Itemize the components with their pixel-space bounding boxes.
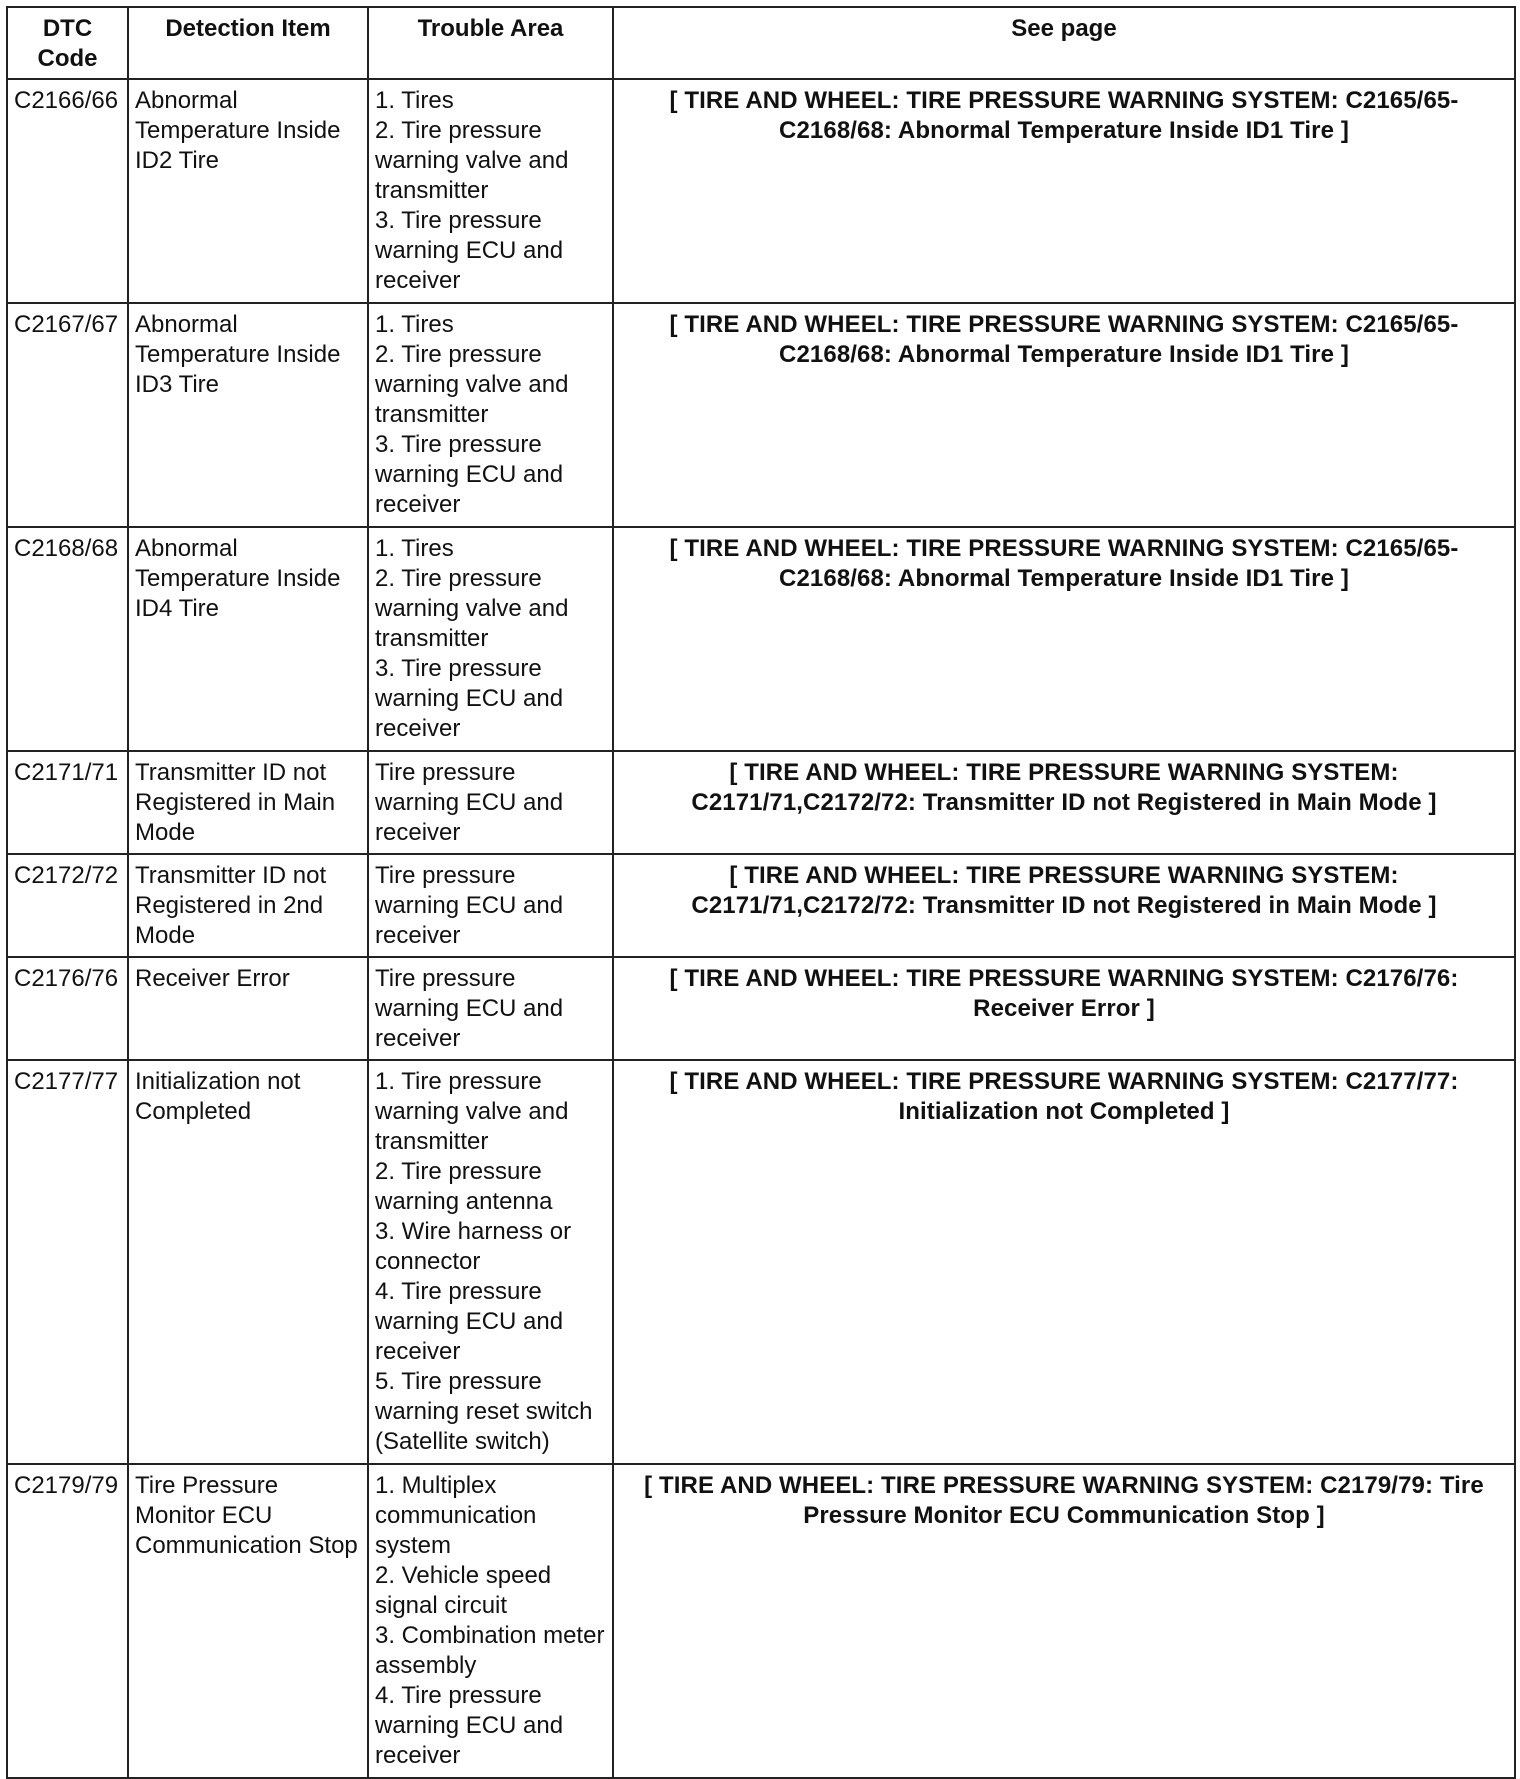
see-page-cell <box>613 1464 1515 1778</box>
detection-item-cell: Transmitter ID not Registered in 2nd Mode <box>128 854 368 957</box>
see-page-link[interactable]: [ TIRE AND WHEEL: TIRE PRESSURE WARNING SYSTEM: C2176/76: Receiver Error ] <box>669 965 1459 1022</box>
dtc-code-cell: C2171/71 <box>7 751 128 854</box>
trouble-area-cell: 1. Tires 2. Tire pressure warning valve and transmitter 3. Tire pressure warning ECU and receiver <box>368 79 613 303</box>
see-page-cell <box>613 79 1515 303</box>
detection-item-cell: Abnormal Temperature Inside ID4 Tire <box>128 527 368 751</box>
dtc-table <box>6 6 1516 1779</box>
see-page-cell <box>613 751 1515 854</box>
see-page-link[interactable]: [ TIRE AND WHEEL: TIRE PRESSURE WARNING SYSTEM: C2177/77: Initialization not Completed ] <box>669 1068 1459 1125</box>
see-page-cell <box>613 303 1515 527</box>
header-dtc-code-line2: Code <box>37 45 98 72</box>
table-row <box>7 957 1515 1060</box>
dtc-code-cell: C2168/68 <box>7 527 128 751</box>
see-page-link[interactable]: [ TIRE AND WHEEL: TIRE PRESSURE WARNING SYSTEM: C2165/65-C2168/68: Abnormal Temperature Inside ID1 Tire ] <box>669 311 1459 368</box>
trouble-area-cell: Tire pressure warning ECU and receiver <box>368 957 613 1060</box>
see-page-link[interactable]: [ TIRE AND WHEEL: TIRE PRESSURE WARNING SYSTEM: C2165/65-C2168/68: Abnormal Temperature Inside ID1 Tire ] <box>669 535 1459 592</box>
header-trouble-area: Trouble Area <box>368 7 613 79</box>
see-page-cell <box>613 527 1515 751</box>
table-row <box>7 1464 1515 1778</box>
dtc-code-cell: C2177/77 <box>7 1060 128 1464</box>
dtc-code-cell: C2179/79 <box>7 1464 128 1778</box>
trouble-area-cell: 1. Tire pressure warning valve and transmitter 2. Tire pressure warning antenna 3. Wire harness or connector 4. Tire pressure warning ECU and receiver 5. Tire pressure warning reset switch (Satellite switch) <box>368 1060 613 1464</box>
table-row <box>7 527 1515 751</box>
see-page-link[interactable]: [ TIRE AND WHEEL: TIRE PRESSURE WARNING SYSTEM: C2171/71,C2172/72: Transmitter ID not Registered in Main Mode ] <box>691 862 1437 919</box>
table-row <box>7 854 1515 957</box>
see-page-link[interactable]: [ TIRE AND WHEEL: TIRE PRESSURE WARNING SYSTEM: C2171/71,C2172/72: Transmitter ID not Registered in Main Mode ] <box>691 759 1437 816</box>
header-see-page: See page <box>613 7 1515 79</box>
trouble-area-cell: Tire pressure warning ECU and receiver <box>368 854 613 957</box>
detection-item-cell: Receiver Error <box>128 957 368 1060</box>
dtc-table-sheet <box>6 6 1514 1779</box>
header-detection-item: Detection Item <box>128 7 368 79</box>
dtc-code-cell: C2166/66 <box>7 79 128 303</box>
table-row <box>7 1060 1515 1464</box>
see-page-cell <box>613 1060 1515 1464</box>
table-header-row <box>7 7 1515 79</box>
see-page-cell <box>613 854 1515 957</box>
header-dtc-code <box>7 7 128 79</box>
detection-item-cell: Transmitter ID not Registered in Main Mode <box>128 751 368 854</box>
detection-item-cell: Abnormal Temperature Inside ID2 Tire <box>128 79 368 303</box>
see-page-cell <box>613 957 1515 1060</box>
dtc-code-cell: C2176/76 <box>7 957 128 1060</box>
dtc-code-cell: C2167/67 <box>7 303 128 527</box>
detection-item-cell: Abnormal Temperature Inside ID3 Tire <box>128 303 368 527</box>
dtc-code-cell: C2172/72 <box>7 854 128 957</box>
table-row <box>7 79 1515 303</box>
table-row <box>7 303 1515 527</box>
table-row <box>7 751 1515 854</box>
trouble-area-cell: Tire pressure warning ECU and receiver <box>368 751 613 854</box>
detection-item-cell: Tire Pressure Monitor ECU Communication Stop <box>128 1464 368 1778</box>
see-page-link[interactable]: [ TIRE AND WHEEL: TIRE PRESSURE WARNING SYSTEM: C2179/79: Tire Pressure Monitor ECU Communication Stop ] <box>644 1472 1484 1529</box>
trouble-area-cell: 1. Tires 2. Tire pressure warning valve and transmitter 3. Tire pressure warning ECU and receiver <box>368 527 613 751</box>
trouble-area-cell: 1. Tires 2. Tire pressure warning valve and transmitter 3. Tire pressure warning ECU and receiver <box>368 303 613 527</box>
see-page-link[interactable]: [ TIRE AND WHEEL: TIRE PRESSURE WARNING SYSTEM: C2165/65-C2168/68: Abnormal Temperature Inside ID1 Tire ] <box>669 87 1459 144</box>
detection-item-cell: Initialization not Completed <box>128 1060 368 1464</box>
trouble-area-cell: 1. Multiplex communication system 2. Vehicle speed signal circuit 3. Combination meter assembly 4. Tire pressure warning ECU and receiver <box>368 1464 613 1778</box>
header-dtc-code-line1: DTC <box>42 15 93 42</box>
